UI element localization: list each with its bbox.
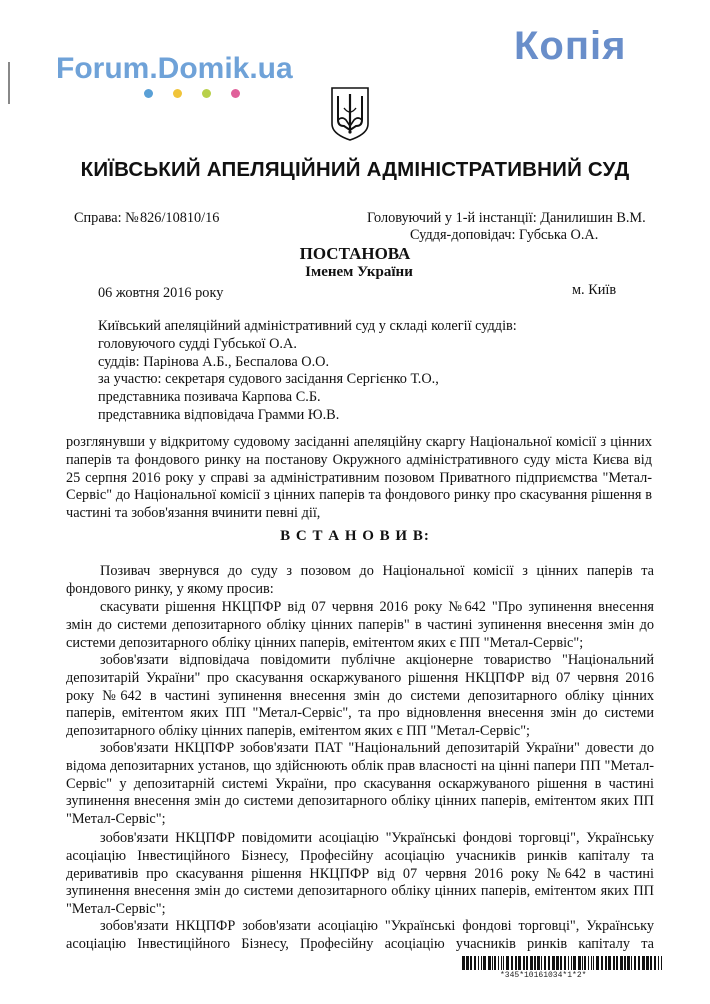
body-paragraph-1	[66, 563, 654, 599]
barcode-bar	[501, 956, 502, 970]
intro-paragraph	[66, 434, 652, 523]
barcode-bar	[642, 956, 645, 970]
barcode-bar	[584, 956, 586, 970]
text-line: 25 серпня 2016 року у справі за адміністративним позовом Приватного підприємства "Метал-	[66, 469, 652, 486]
text-line: розглянувши у відкритому судовому засіданні апеляційну скаргу Національної комісії з цінних	[66, 434, 652, 450]
document-subtitle: Іменем України	[305, 264, 413, 280]
text-line: зобов'язати НКЦПФР зобов'язати ПАТ "Національний депозитарій України" довести до	[100, 740, 654, 756]
barcode-bar	[494, 956, 496, 970]
reporting-judge: Суддя-доповідач: Губська О.А.	[410, 227, 599, 243]
text-line: системи депозитарного обліку цінних паперів, емітентом яких є ПП "Метал-Сервіс";	[66, 634, 584, 651]
text-line: змін до системи депозитарного обліку цінних паперів" в частині зупинення внесення змін до	[66, 616, 654, 633]
barcode-bar	[564, 956, 566, 970]
barcode-bar	[483, 956, 486, 970]
barcode-bar	[506, 956, 509, 970]
barcode-bar	[658, 956, 659, 970]
barcode-bar	[620, 956, 623, 970]
text-line: частині та зобов'язання вчинити певні дії,	[66, 505, 321, 522]
barcode-bar	[634, 956, 636, 970]
text-line: зобов'язати відповідача повідомити публічне акціонерне товариство "Національний	[100, 652, 654, 668]
barcode-bar	[511, 956, 513, 970]
text-line: "Метал-Сервіс";	[66, 811, 166, 828]
text-line: паперів, емітентом яких ПП "Метал-Сервіс", та про відновлення внесення змін до системи	[66, 705, 654, 722]
barcode-bar	[571, 956, 572, 970]
case-number: 826/10810/16	[140, 210, 220, 226]
trident-emblem-icon	[328, 86, 372, 142]
site-watermark: Forum.Domik.ua	[56, 52, 293, 85]
copy-stamp: Копія	[514, 24, 627, 68]
barcode-bar	[534, 956, 536, 970]
barcode-bar	[518, 956, 521, 970]
barcode-bar	[466, 956, 469, 970]
barcode-bar	[578, 956, 581, 970]
barcode-bar	[650, 956, 652, 970]
body-paragraph-6	[66, 918, 654, 954]
barcode-bar	[593, 956, 594, 970]
barcode-bar	[498, 956, 499, 970]
panel-line: Київський апеляційний адміністративний суд у складі колегії суддів:	[98, 318, 517, 334]
barcode-bar	[582, 956, 583, 970]
panel-block	[98, 318, 517, 425]
barcode-bar	[661, 956, 662, 970]
barcode-bar	[503, 956, 504, 970]
text-line: зупинення внесення змін до системи депозитарного обліку цінних паперів, емітентом яких ПП	[66, 883, 654, 900]
barcode-bar	[601, 956, 603, 970]
barcode-bar	[616, 956, 618, 970]
body-paragraph-4	[66, 740, 654, 829]
case-label: Справа: №	[74, 210, 139, 226]
text-line: відома депозитарних установ, що здійснюють облік прав власності на цінні папери ПП "Метал-	[66, 757, 654, 774]
text-line: "Метал-Сервіс";	[66, 901, 166, 918]
barcode-number: *345*10161034*1*2*	[500, 971, 587, 980]
decision-date: 06 жовтня 2016 року	[98, 285, 224, 301]
barcode-bar	[541, 956, 542, 970]
barcode-bar	[515, 956, 517, 970]
text-line: депозитарій України" про скасування оскаржуваного рішення НКЦПФР від 07 червня 2016	[66, 669, 654, 686]
barcode-bar	[573, 956, 576, 970]
barcode-bar	[474, 956, 476, 970]
barcode-bar	[560, 956, 562, 970]
established-heading: В С Т А Н О В И В:	[280, 528, 430, 544]
barcode-bar	[462, 956, 465, 970]
text-line: Позивач звернувся до суду з позовом до Національної комісії з цінних паперів та	[100, 563, 654, 579]
text-line: зобов'язати НКЦПФР повідомити асоціацію "Українські фондові торговці", Українську	[100, 830, 654, 846]
barcode-bar	[627, 956, 630, 970]
barcode-bar	[523, 956, 525, 970]
barcode-bar	[526, 956, 528, 970]
text-line: деривативів про скасування рішення НКЦПФР від 07 червня 2016 року №642 в частині	[66, 865, 654, 882]
court-name: КИЇВСЬКИЙ АПЕЛЯЦІЙНИЙ АДМІНІСТРАТИВНИЙ СУД	[80, 158, 630, 181]
barcode-bar	[654, 956, 656, 970]
barcode-bar	[631, 956, 632, 970]
text-line: Сервіс" у депозитарній системі України, про скасування оскаржуваного рішення в частині	[66, 775, 654, 792]
barcode-bar	[556, 956, 559, 970]
decision-city: м. Київ	[572, 282, 617, 298]
text-line: зобов'язати НКЦПФР зобов'язати асоціацію "Українські фондові торговці", Українську	[100, 918, 654, 934]
barcode-bar	[548, 956, 550, 970]
text-line: Сервіс" до Національної комісії з цінних паперів та фондового ринку про скасування рішення в	[66, 487, 652, 504]
text-line: зупинення внесення змін до системи депозитарного обліку цінних паперів, емітентом яких ПП	[66, 793, 654, 810]
body-paragraph-2	[66, 599, 654, 652]
body-paragraph-3	[66, 652, 654, 741]
barcode-bar	[488, 956, 491, 970]
barcode-bar	[470, 956, 472, 970]
text-line: року №642 в частині зупинення внесення змін до системи депозитарного обліку цінних	[66, 687, 654, 704]
barcode-bar	[530, 956, 533, 970]
barcode-icon	[462, 956, 662, 970]
barcode-bar	[591, 956, 592, 970]
panel-line: суддів: Парінова А.Б., Беспалова О.О.	[98, 353, 330, 370]
text-line: скасувати рішення НКЦПФР від 07 червня 2016 року №642 "Про зупинення внесення	[100, 599, 654, 615]
watermark-dot	[202, 89, 211, 98]
barcode-bar	[638, 956, 640, 970]
barcode-bar	[481, 956, 482, 970]
text-line: паперів та фондового ринку на постанову Окружного адміністративного суду міста Києва від	[66, 451, 652, 468]
barcode-bar	[613, 956, 615, 970]
barcode-bar	[478, 956, 479, 970]
document-title: ПОСТАНОВА	[299, 244, 411, 263]
barcode-bar	[544, 956, 546, 970]
panel-line: представника позивача Карпова С.Б.	[98, 389, 321, 406]
barcode-bar	[624, 956, 626, 970]
text-line: фондового ринку, у якому просив:	[66, 580, 274, 597]
barcode-bar	[552, 956, 555, 970]
barcode-bar	[568, 956, 569, 970]
watermark-dots	[144, 89, 254, 99]
text-line: депозитарного обліку цінних паперів, емітентом яких є ПП "Метал-Сервіс";	[66, 723, 530, 740]
barcode-bar	[646, 956, 649, 970]
watermark-dot	[231, 89, 240, 98]
watermark-dot	[144, 89, 153, 98]
watermark-dot	[173, 89, 182, 98]
barcode-bar	[537, 956, 540, 970]
first-instance-judge: Головуючий у 1-й інстанції: Данилишин В.М.	[367, 210, 646, 226]
panel-line: головуючого судді Губської О.А.	[98, 335, 297, 352]
panel-line: представника відповідача Грамми Ю.В.	[98, 406, 340, 423]
barcode-bar	[608, 956, 611, 970]
margin-mark	[8, 62, 10, 104]
text-line: асоціацію Інвестиційного Бізнесу, Професійну асоціацію учасників ринків капіталу та	[66, 935, 654, 952]
barcode-bar	[596, 956, 599, 970]
text-line: асоціацію Інвестиційного Бізнесу, Професійну асоціацію учасників ринків капіталу та	[66, 847, 654, 864]
barcode-bar	[588, 956, 589, 970]
panel-line: за участю: секретаря судового засідання Сергієнко Т.О.,	[98, 371, 439, 388]
barcode-bar	[605, 956, 607, 970]
barcode-bar	[492, 956, 493, 970]
body-paragraph-5	[66, 830, 654, 919]
